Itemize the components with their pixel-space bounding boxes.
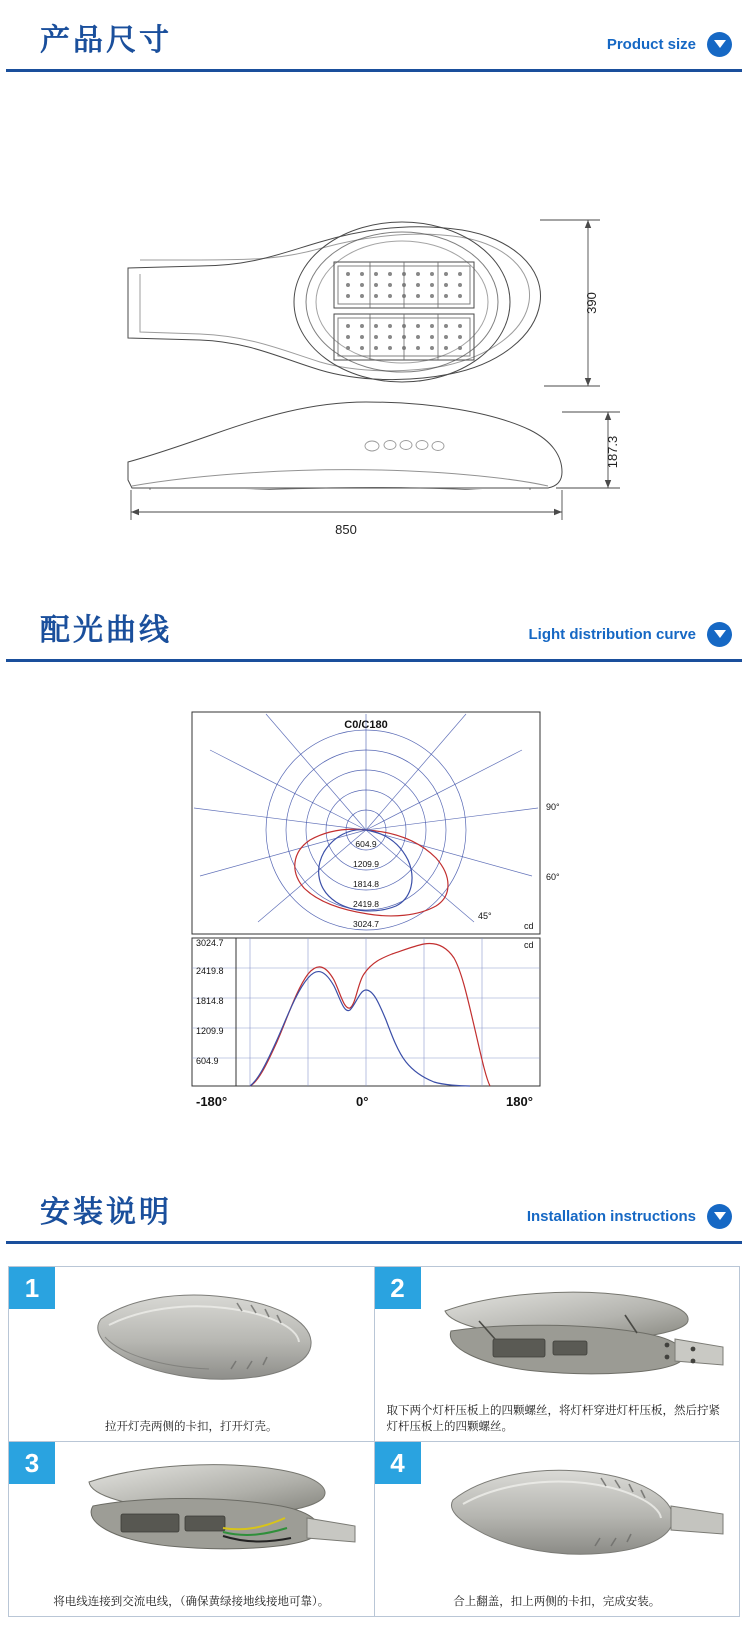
polar-radial-label-1: 604.9 bbox=[355, 839, 377, 849]
cart-y-label-2: 2419.8 bbox=[196, 966, 224, 976]
streetlight-closed-photo bbox=[9, 1273, 369, 1391]
dimension-length: 850 bbox=[335, 522, 357, 537]
section-title-cn: 产品尺寸 bbox=[40, 23, 172, 58]
light-distribution-chart bbox=[0, 662, 748, 1142]
triangle-down-badge-icon bbox=[707, 1204, 732, 1229]
streetlight-open-pole-photo bbox=[375, 1273, 735, 1391]
section-title-cn: 安装说明 bbox=[40, 1195, 172, 1230]
cart-y-label-1: 3024.7 bbox=[196, 938, 224, 948]
step-caption: 将电线连接到交流电线，（确保黄绿接地线接地可靠）。 bbox=[53, 1594, 330, 1609]
installation-steps-grid bbox=[8, 1266, 740, 1617]
dimension-height: 390 bbox=[584, 292, 599, 314]
polar-unit-label: cd bbox=[524, 921, 534, 931]
cart-x-label-center: 0° bbox=[356, 1094, 369, 1109]
step-caption: 拉开灯壳两侧的卡扣，打开灯壳。 bbox=[105, 1419, 278, 1434]
section-title-en: Light distribution curve bbox=[528, 626, 696, 643]
section-title-en: Product size bbox=[606, 36, 696, 53]
step-caption: 取下两个灯杆压板上的四颗螺丝，将灯杆穿进灯杆压板，然后拧紧灯杆压板上的四颗螺丝。 bbox=[386, 1402, 720, 1434]
installation-step-3 bbox=[9, 1442, 375, 1617]
polar-radial-label-2: 1209.9 bbox=[353, 859, 379, 869]
triangle-down-badge-icon bbox=[707, 32, 732, 57]
step-number-badge: 4 bbox=[375, 1442, 421, 1484]
dimension-thickness: 187.3 bbox=[605, 435, 620, 469]
cart-y-label-4: 1209.9 bbox=[196, 1026, 224, 1036]
section-header-installation bbox=[6, 1172, 742, 1244]
section-header-product-size bbox=[6, 0, 742, 72]
cart-x-label-left: -180° bbox=[196, 1094, 228, 1109]
polar-angle-label-60: 60° bbox=[546, 872, 560, 882]
installation-step-4 bbox=[375, 1442, 741, 1617]
cart-y-label-3: 1814.8 bbox=[196, 996, 224, 1006]
section-title-en: Installation instructions bbox=[526, 1208, 696, 1225]
triangle-down-badge-icon bbox=[707, 622, 732, 647]
polar-chart-title: C0/C180 bbox=[344, 719, 388, 731]
step-number-badge: 2 bbox=[375, 1267, 421, 1309]
polar-angle-label-45: 45° bbox=[478, 911, 492, 921]
section-header-light-curve bbox=[6, 590, 742, 662]
step-number-badge: 1 bbox=[9, 1267, 55, 1309]
section-title-cn: 配光曲线 bbox=[40, 613, 172, 648]
cart-x-label-right: 180° bbox=[506, 1094, 533, 1109]
polar-angle-label-90: 90° bbox=[546, 802, 560, 812]
polar-radial-label-4: 2419.8 bbox=[353, 899, 379, 909]
product-size-drawing bbox=[0, 72, 748, 560]
installation-step-1 bbox=[9, 1267, 375, 1442]
installation-step-2 bbox=[375, 1267, 741, 1442]
streetlight-wiring-photo bbox=[9, 1448, 369, 1566]
polar-radial-label-5: 3024.7 bbox=[353, 919, 379, 929]
dimension-drawing-svg bbox=[0, 90, 748, 490]
dimension-length-svg bbox=[0, 490, 748, 550]
light-curve-svg bbox=[0, 690, 748, 1120]
step-number-badge: 3 bbox=[9, 1442, 55, 1484]
cart-unit-label: cd bbox=[524, 940, 534, 950]
cart-y-label-5: 604.9 bbox=[196, 1056, 219, 1066]
streetlight-assembled-photo bbox=[375, 1448, 735, 1566]
polar-radial-label-3: 1814.8 bbox=[353, 879, 379, 889]
step-caption: 合上翻盖，扣上两侧的卡扣，完成安装。 bbox=[453, 1594, 661, 1609]
